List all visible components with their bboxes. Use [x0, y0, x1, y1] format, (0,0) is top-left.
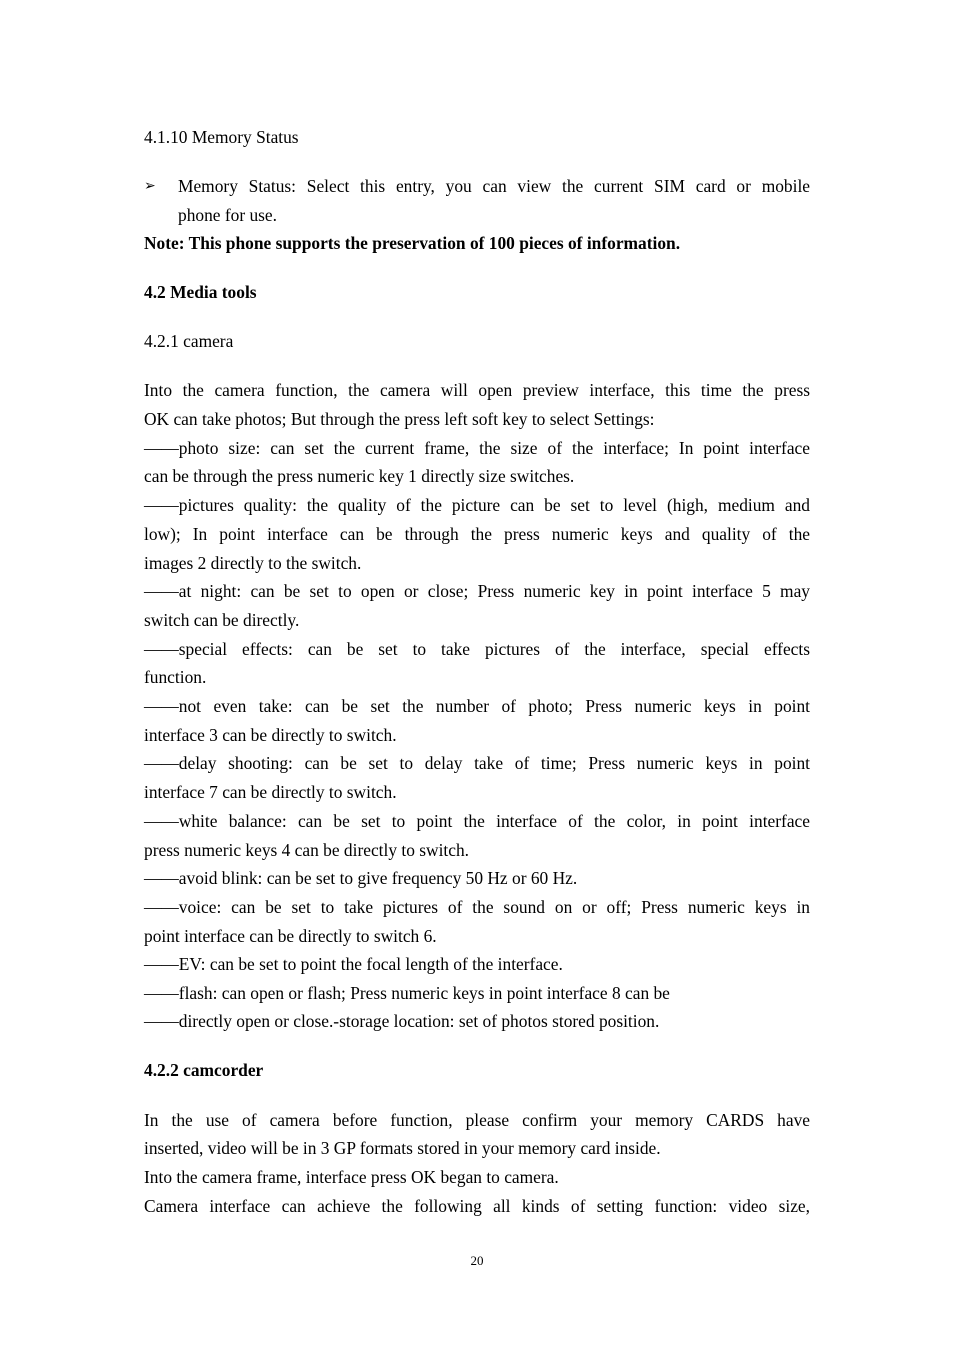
paragraph-line: images 2 directly to the switch.	[144, 553, 362, 573]
paragraph-line: In the use of camera before function, please confirm your memory CARDS have	[144, 1110, 810, 1130]
paragraph-line: ——avoid blink: can be set to give frequency 50 Hz or 60 Hz.	[144, 868, 578, 888]
page-number: 20	[470, 1253, 484, 1268]
note-text: Note: This phone supports the preservation of 100 pieces of information.	[144, 233, 681, 253]
paragraph-line: OK can take photos; But through the press left soft key to select Settings:	[144, 409, 655, 429]
paragraph-line: ——delay shooting: can be set to delay take of time; Press numeric keys in point	[144, 753, 810, 773]
paragraph-line: switch can be directly.	[144, 610, 300, 630]
paragraph-line: Camera interface can achieve the following all kinds of setting function: video size,	[144, 1196, 810, 1216]
section-heading-media-tools: 4.2 Media tools	[144, 282, 257, 302]
paragraph-line: low); In point interface can be through the press numeric keys and quality of the	[144, 524, 810, 544]
paragraph-line: ——directly open or close.-storage location: set of photos stored position.	[144, 1011, 660, 1031]
paragraph-line: ——pictures quality: the quality of the picture can be set to level (high, medium and	[144, 495, 810, 515]
paragraph-line: can be through the press numeric key 1 directly size switches.	[144, 466, 575, 486]
paragraph-line: ——not even take: can be set the number of photo; Press numeric keys in point	[144, 696, 810, 716]
paragraph-line: ——at night: can be set to open or close; Press numeric key in point interface 5 may	[144, 581, 810, 601]
paragraph-line: point interface can be directly to switch 6.	[144, 926, 437, 946]
paragraph-line: press numeric keys 4 can be directly to switch.	[144, 840, 470, 860]
paragraph-line: ——special effects: can be set to take pictures of the interface, special effects	[144, 639, 810, 659]
paragraph-line: ——voice: can be set to take pictures of the sound on or off; Press numeric keys in	[144, 897, 810, 917]
bullet-text-line: phone for use.	[178, 205, 278, 225]
bullet-text-line: Memory Status: Select this entry, you can view the current SIM card or mobile	[178, 176, 810, 196]
paragraph-line: interface 7 can be directly to switch.	[144, 782, 397, 802]
paragraph-line: Into the camera function, the camera will open preview interface, this time the press	[144, 380, 810, 400]
subsection-heading-camcorder: 4.2.2 camcorder	[144, 1060, 264, 1080]
bullet-arrow-icon: ➢	[144, 178, 156, 194]
paragraph-line: ——white balance: can be set to point the interface of the color, in point interface	[144, 811, 810, 831]
subsection-heading-camera: 4.2.1 camera	[144, 331, 234, 351]
paragraph-line: ——photo size: can set the current frame, the size of the interface; In point interface	[144, 438, 810, 458]
paragraph-line: ——flash: can open or flash; Press numeric keys in point interface 8 can be	[144, 983, 670, 1003]
paragraph-line: function.	[144, 667, 207, 687]
paragraph-line: inserted, video will be in 3 GP formats stored in your memory card inside.	[144, 1138, 661, 1158]
section-heading-memory-status: 4.1.10 Memory Status	[144, 127, 299, 147]
paragraph-line: interface 3 can be directly to switch.	[144, 725, 397, 745]
paragraph-line: ——EV: can be set to point the focal length of the interface.	[144, 954, 563, 974]
paragraph-line: Into the camera frame, interface press OK began to camera.	[144, 1167, 559, 1187]
